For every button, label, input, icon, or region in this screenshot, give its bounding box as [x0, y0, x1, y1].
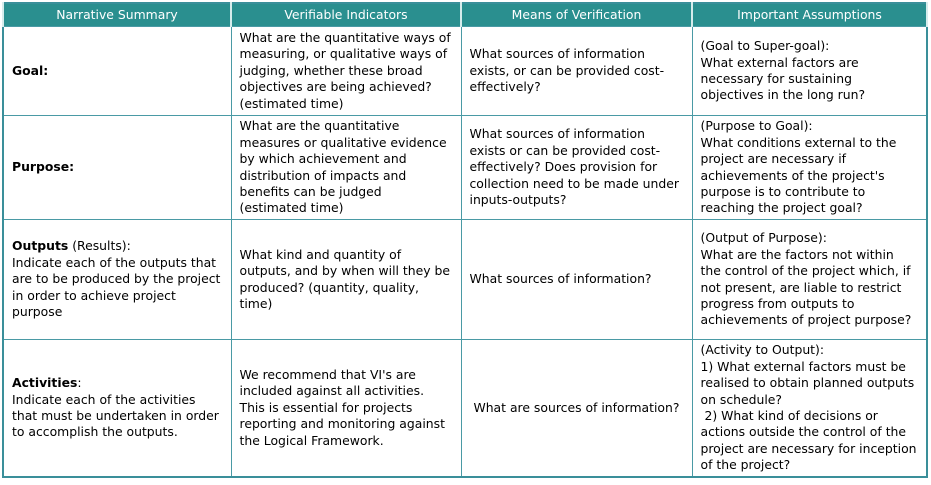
- goal-assumption-text: What external factors are necessary for sustaining objectives in the long run?: [700, 54, 866, 103]
- table-row-activities: [3, 340, 927, 478]
- activities-indicators-text: We recommend that VI's are included against all activities. This is essential for projects reporting and monitoring against the Logical Framework.: [239, 366, 445, 448]
- logical-framework-table: [2, 2, 928, 478]
- row-title-activities: Activities: [12, 375, 78, 391]
- activities-means-text: What are sources of information?: [469, 399, 680, 415]
- purpose-indicators-text: What are the quantitative measures or qualitative evidence by which achievement and distribution of impacts and benefits can be judged (estimated time): [239, 118, 447, 216]
- cell-goal-summary: [3, 27, 231, 116]
- cell-outputs-assumptions: [692, 220, 927, 340]
- cell-activities-summary: [3, 340, 231, 478]
- goal-indicators-text: What are the quantitative ways of measuring, or qualitative ways of judging, whether these broad objectives are being achieved? (estimated time): [239, 29, 451, 111]
- activities-title-line: [12, 375, 223, 391]
- header-verifiable-indicators: Verifiable Indicators: [231, 3, 461, 27]
- cell-activities-means: [461, 340, 692, 478]
- cell-purpose-means: [461, 116, 692, 220]
- outputs-description: Indicate each of the outputs that are to be produced by the project in order to achieve project purpose: [12, 254, 221, 320]
- goal-means-text: What sources of information exists, or can be provided cost-effectively?: [469, 46, 665, 95]
- header-important-assumptions: Important Assumptions: [692, 3, 927, 27]
- activities-assumption-text-2: 2) What kind of decisions or actions outside the control of the project are necessary for inception of the project?: [700, 408, 921, 473]
- row-title-goal: Goal:: [12, 62, 49, 78]
- header-means-of-verification: Means of Verification: [461, 3, 692, 27]
- table-row-goal: [3, 27, 927, 116]
- cell-goal-means: [461, 27, 692, 116]
- cell-purpose-assumptions: [692, 116, 927, 220]
- row-title-purpose: Purpose:: [12, 159, 75, 175]
- row-title-outputs: Outputs: [12, 238, 69, 254]
- purpose-assumption-heading: (Purpose to Goal):: [700, 118, 813, 134]
- outputs-title-line: [12, 238, 223, 254]
- activities-assumption-text-1: 1) What external factors must be realised to obtain planned outputs on schedule?: [700, 358, 915, 407]
- header-narrative-summary: Narrative Summary: [3, 3, 231, 27]
- row-title-activities-suffix: :: [77, 375, 82, 391]
- cell-activities-assumptions: [692, 340, 927, 478]
- table-row-purpose: [3, 116, 927, 220]
- activities-description: Indicate each of the activities that must be undertaken in order to accomplish the outputs.: [12, 391, 219, 440]
- cell-purpose-indicators: [231, 116, 461, 220]
- cell-goal-indicators: [231, 27, 461, 116]
- outputs-assumption-heading: (Output of Purpose):: [700, 230, 827, 246]
- activities-assumption-heading: (Activity to Output):: [700, 342, 825, 358]
- purpose-assumption-text: What conditions external to the project are necessary if achievements of the project's purpose is to contribute to reaching the project goal?: [700, 134, 897, 216]
- goal-assumption-heading: (Goal to Super-goal):: [700, 38, 830, 54]
- cell-activities-indicators: [231, 340, 461, 478]
- outputs-means-text: What sources of information?: [469, 271, 652, 287]
- outputs-indicators-text: What kind and quantity of outputs, and by when will they be produced? (quantity, quality, time): [239, 246, 450, 311]
- cell-outputs-indicators: [231, 220, 461, 340]
- cell-outputs-summary: [3, 220, 231, 340]
- cell-purpose-summary: [3, 116, 231, 220]
- table-row-outputs: [3, 220, 927, 340]
- purpose-means-text: What sources of information exists or can be provided cost-effectively? Does provision for collection need to be made under inputs-outputs?: [469, 126, 679, 208]
- row-title-outputs-suffix: (Results):: [68, 238, 131, 254]
- outputs-assumption-text: What are the factors not within the control of the project which, if not present, are liable to restrict progress from outputs to achievements of project purpose?: [700, 246, 912, 328]
- logframe-matrix: [2, 2, 926, 480]
- cell-goal-assumptions: [692, 27, 927, 116]
- header-row: [3, 3, 927, 27]
- cell-outputs-means: [461, 220, 692, 340]
